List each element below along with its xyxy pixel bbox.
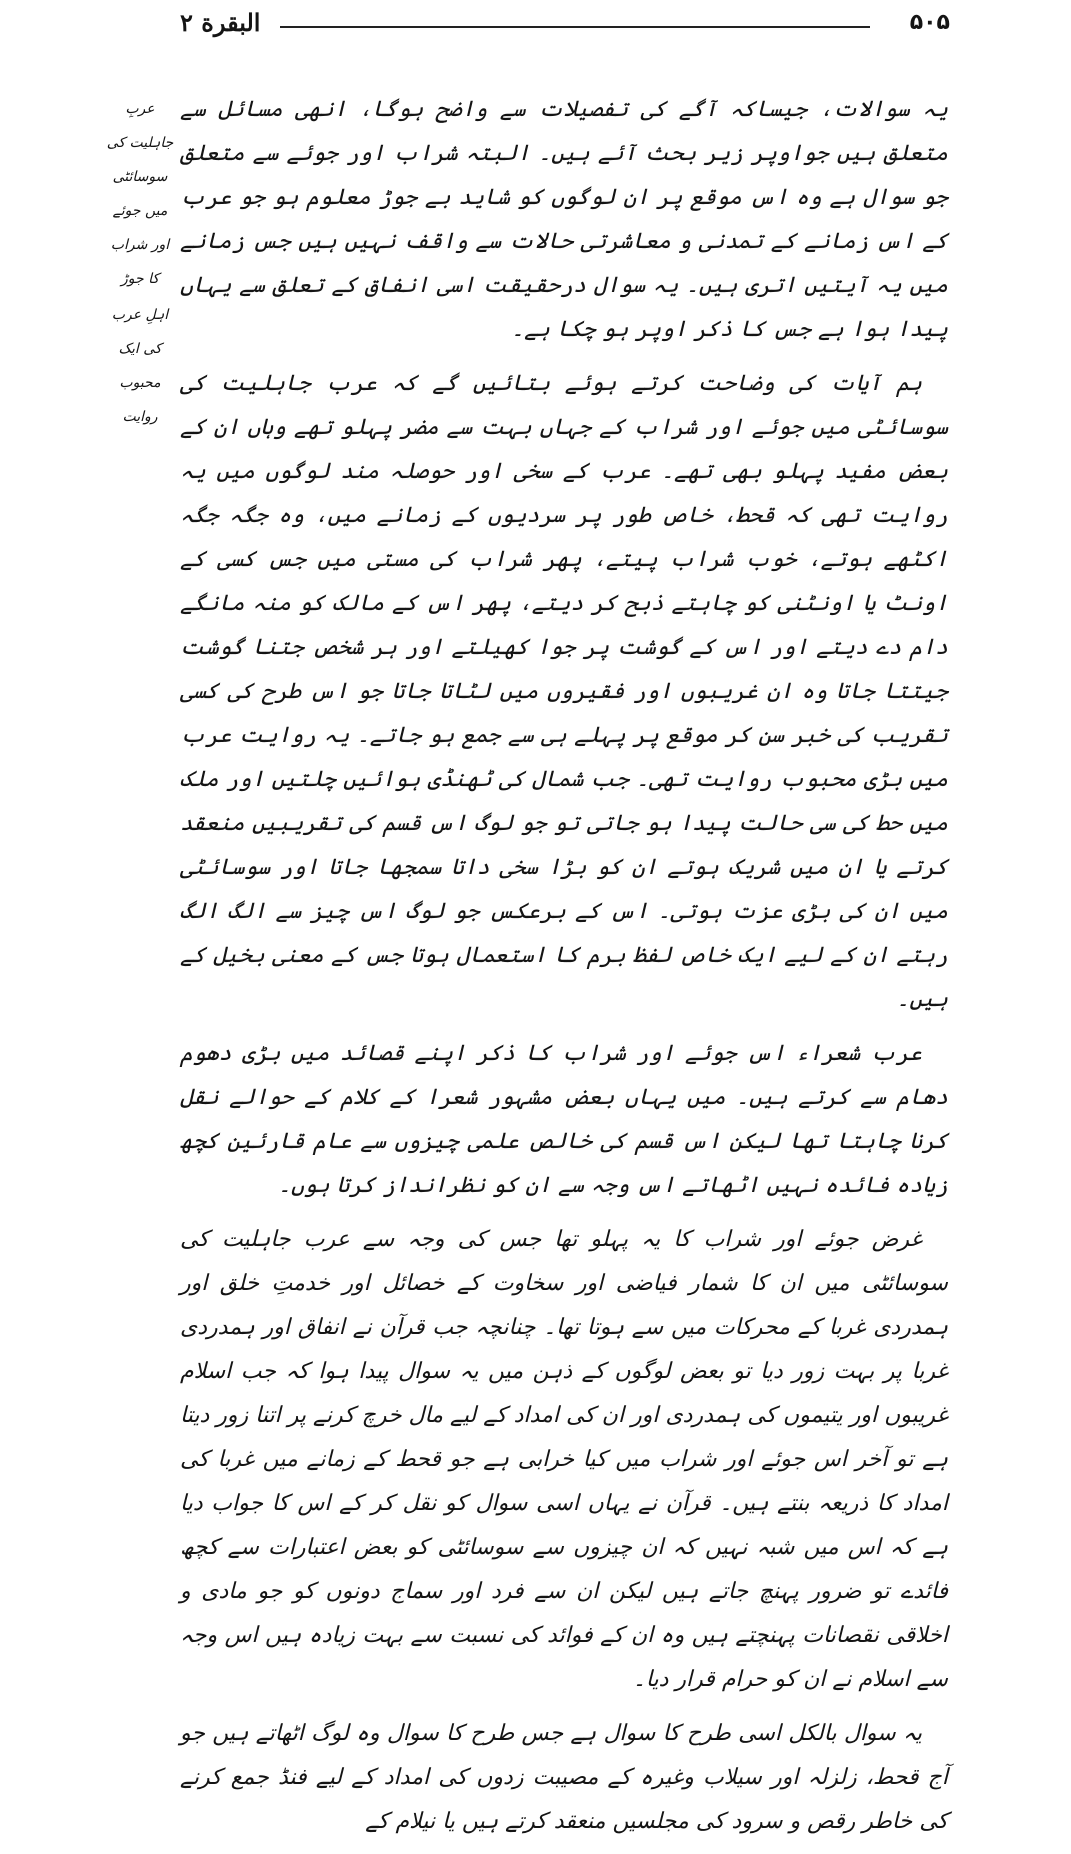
page-body — [180, 88, 948, 1854]
surah-title: البقرة ۲ — [180, 8, 261, 37]
paragraph-1: یہ سوالات، جیساکہ آگے کی تفصیلات سے واضح ہوگا، انھی مسائل سے متعلق ہیں جواوپر زیر بحث آئے ہیں۔ البتہ شراب اور جوئے سے متعلق جو سوال ہے وہ اس موقع پر ان لوگوں کو شاید بے جوڑ معلوم ہو جو عرب کے اس زمانے کے تمدنی و معاشرتی حالات سے واقف نہیں ہیں جس زمانے میں یہ آیتیں اتری ہیں۔ یہ سوال درحقیقت اسی انفاق کے تعلق سے یہاں پیدا ہوا ہے جس کا ذکر اوپر ہو چکا ہے۔ — [180, 97, 948, 342]
page-number: ۵۰۵ — [909, 10, 950, 35]
margin-note-2: اہلِ عرب کی ایک محبوب روایت — [111, 307, 169, 425]
paragraph-2: ہم آیات کی وضاحت کرتے ہوئے بتائیں گے کہ عرب جاہلیت کی سوسائٹی میں جوئے اور شراب کے جہاں بہت سے مضر پہلو تھے وہاں ان کے بعض مفید پہلو بھی تھے۔ عرب کے سخی اور حوصلہ مند لوگوں میں یہ روایت تھی کہ قحط، خاص طور پر سردیوں کے زمانے میں، وہ جگہ جگہ اکٹھے ہوتے، خوب شراب پیتے، پھر شراب کی مستی میں جس کسی کے اونٹ یا اونٹنی کو چاہتے ذبح کر دیتے، پھر اس کے مالک کو منہ مانگے دام دے دیتے اور اس کے گوشت پر جوا کھیلتے اور ہر شخص جتنا گوشت جیتتا جاتا وہ ان غریبوں اور فقیروں میں لٹاتا جاتا جو اس طرح کی کسی تقریب کی خبر سن کر موقع پر پہلے ہی سے جمع ہو جاتے۔ یہ روایت عرب میں بڑی محبوب روایت تھی۔ جب شمال کی ٹھنڈی ہوائیں چلتیں اور ملک میں حط کی سی حالت پیدا ہو جاتی تو جو لوگ اس قسم کی تقریبیں منعقد کرتے یا ان میں شریک ہوتے ان کو بڑا سخی داتا سمجھا جاتا اور سوسائٹی میں ان کی بڑی عزت ہوتی۔ اس کے برعکس جو لوگ اس چیز سے الگ الگ رہتے ان کے لیے ایک خاص لفظ برم کا استعمال ہوتا جس کے معنی بخیل کے ہیں۔ — [180, 371, 948, 1012]
paragraph-3: عرب شعراء اس جوئے اور شراب کا ذکر اپنے قصائد میں بڑی دھوم دھام سے کرتے ہیں۔ میں یہاں بعض مشہور شعرا کے کلام کے حوالے نقل کرنا چاہتا تھا لیکن اس قسم کی خالص علمی چیزوں سے عام قارئین کچھ زیادہ فائدہ نہیں اٹھاتے اس وجہ سے ان کو نظرانداز کرتا ہوں۔ — [180, 1041, 948, 1198]
header-rule — [280, 26, 870, 28]
margin-note-1: عربِ جاہلیت کی سوسائٹی میں جوئے اور شراب کا جوڑ — [106, 101, 174, 287]
page-header — [180, 8, 950, 42]
paragraph-4: غرض جوئے اور شراب کا یہ پہلو تھا جس کی وجہ سے عرب جاہلیت کی سوسائٹی میں ان کا شمار فیاضی اور سخاوت کے خصائل اور خدمتِ خلق اور ہمدردی غربا کے محرکات میں سے ہوتا تھا۔ چنانچہ جب قرآن نے انفاق اور ہمدردی غربا پر بہت زور دیا تو بعض لوگوں کے ذہن میں یہ سوال پیدا ہوا کہ جب اسلام غریبوں اور یتیموں کی ہمدردی اور ان کی امداد کے لیے مال خرچ کرنے پر اتنا زور دیتا ہے تو آخر اس جوئے اور شراب میں کیا خرابی ہے جو قحط کے زمانے میں غربا کی امداد کا ذریعہ بنتے ہیں۔ قرآن نے یہاں اسی سوال کو نقل کر کے اس کا جواب دیا ہے کہ اس میں شبہ نہیں کہ ان چیزوں سے سوسائٹی کو بعض اعتبارات سے کچھ فائدے تو ضرور پہنچ جاتے ہیں لیکن ان سے فرد اور سماج دونوں کو جو مادی و اخلاقی نقصانات پہنچتے ہیں وہ ان کے فوائد کی نسبت سے بہت زیادہ ہیں اس وجہ سے اسلام نے ان کو حرام قرار دیا۔ — [180, 1227, 948, 1692]
paragraph-5: یہ سوال بالکل اسی طرح کا سوال ہے جس طرح کا سوال وہ لوگ اٹھاتے ہیں جو آج قحط، زلزلہ اور سیلاب وغیرہ کے مصیبت زدوں کی امداد کے لیے فنڈ جمع کرنے کی خاطر رقص و سرود کی مجلسیں منعقد کرتے ہیں یا نیلام کے — [180, 1721, 948, 1834]
